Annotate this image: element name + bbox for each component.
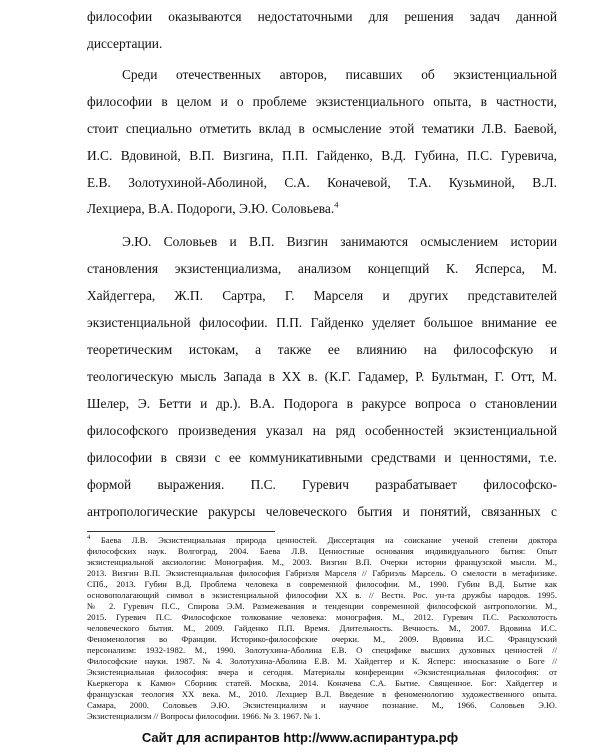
body-line: теоретическим истокам, а также ее влиянию на философскую и bbox=[87, 342, 557, 357]
body-line: диссертации. bbox=[87, 36, 163, 51]
footnote-line: Самара, 2000. Соловьев Э.Ю. Экзистенциализм и научное познание. М., 1966. Соловьев Э.Ю. bbox=[87, 700, 557, 710]
body-line: Шелер, Э. Бетти и др.). В.А. Подорога в ракурсе вопроса о становлении bbox=[87, 396, 557, 411]
footnote-line bbox=[87, 535, 557, 546]
body-line: Среди отечественных авторов, писавших об экзистенциальной bbox=[122, 67, 557, 82]
body-line: Е.В. Золотухиной-Аболиной, С.А. Коначевой, Т.А. Кузьминой, В.Л. bbox=[87, 175, 557, 190]
body-line: стоит специально отметить вклад в осмысление этой тематики Л.В. Баевой, bbox=[87, 121, 557, 136]
footnote-line: Экзистенциализм // Вопросы философии. 1966. № 3. 1967. № 1. bbox=[87, 711, 321, 721]
body-line: философии в целом и о проблеме экзистенциального опыта, в частности, bbox=[87, 94, 557, 109]
footnote-line: экзистенциальной аксиологии: Монография. М., 2003. Визгин В.П. Очерки истории французской мысли. М., bbox=[87, 557, 557, 567]
footnote-line: человеческого бытия. М., 2009. Гайденко П.П. Время. Длительность. Вечность. М., 2007. Вдовина И.С. bbox=[87, 623, 557, 633]
footnote-line: Феноменология во Франции. Историко-философские очерки. М., 2009. Вдовина И.С. Французский bbox=[87, 634, 557, 644]
footnote-line: персонализм: 1932-1982. М., 1990. Золотухина-Аболина Е.В. О специфике высших духовных ценностей // bbox=[87, 645, 557, 655]
site-footer[interactable]: Сайт для аспирантов http://www.аспирантура.рф bbox=[141, 730, 459, 745]
footnote-number: 4 bbox=[87, 535, 91, 542]
footnote-line: Философские науки. 1987. №4. Золотухина-Аболина Е.В. М. Хайдеггер и К. Ясперс: иносказание о Боге // bbox=[87, 656, 557, 666]
body-line: антропологические ракурсы человеческого бытия и понятий, связанных с bbox=[87, 504, 557, 519]
body-line: философии в связи с ее коммуникативными средствами и ценностями, т.е. bbox=[87, 450, 557, 465]
body-line: теологическую мысль Запада в XX в. (К.Г. Гадамер, Р. Бультман, Г. Отт, М. bbox=[87, 369, 557, 384]
body-line: формой выражения. П.С. Гуревич разрабатывает философско- bbox=[87, 477, 557, 492]
footnote-line: философских наук. Волгоград, 2004. Баева Л.В. Ценностные основания индивидуального бытия: Опыт bbox=[87, 546, 557, 556]
footnote-line: основополагающий символ в экзистенциальной философии XX в. // Вестн. Рос. ун-та дружбы народов. 1995. bbox=[87, 590, 557, 600]
body-line: Э.Ю. Соловьев и В.П. Визгин занимаются осмыслением истории bbox=[122, 234, 557, 249]
footnote-line: французская теология XX века. М., 2010. Лехциер В.Л. Введение в феноменологию художественного опыта. bbox=[87, 689, 557, 699]
footnote-line: № 2. Гуревич П.С., Спирова Э.М. Размежевания и тенденции современной философской антропологии. М., bbox=[87, 601, 557, 611]
body-line-with-footnote-ref bbox=[87, 201, 557, 217]
footnote-line: 2015. Гуревич П.С. Философское толкование человека: монография. М., 2012. Гуревич П.С. Расколотость bbox=[87, 612, 557, 622]
body-line: экзистенциальной философии. П.П. Гайденко уделяет большое внимание ее bbox=[87, 315, 557, 330]
footnote-line: СПб., 2013. Губин В.Д. Проблема человека в современной философии. М., 1990. Губин В.Д. Бытие как bbox=[87, 579, 557, 589]
body-line: становления экзистенциализма, анализом концепций К. Ясперса, М. bbox=[87, 261, 557, 276]
footnote-line: 2013. Визгин В.П. Экзистенциальная философия Габриэля Марселя // Габриэль Марсель. О смелости в метафизике. bbox=[87, 568, 557, 578]
footnote-separator bbox=[87, 531, 275, 532]
body-line: философии оказываются недостаточными для решения задач данной bbox=[87, 9, 557, 24]
body-line-text: Лехциера, В.А. Подороги, Э.Ю. Соловьева. bbox=[87, 201, 335, 216]
body-line: И.С. Вдовиной, В.П. Визгина, П.П. Гайденко, В.Д. Губина, П.С. Гуревича, bbox=[87, 148, 557, 163]
footnote-reference[interactable]: 4 bbox=[334, 201, 339, 210]
footnote-text: Баева Л.В. Экзистенциальная природа ценностей. Диссертация на соискание ученой степени доктора bbox=[100, 535, 557, 545]
body-line: философского произведения указал на ряд особенностей экзистенциальной bbox=[87, 423, 557, 438]
body-line: Хайдеггера, Ж.П. Сартра, Г. Марселя и других представителей bbox=[87, 288, 557, 303]
footnote-line: Экзистенциальная философия: вчера и сегодня. Материалы конференции «Экзистенциальная философия: от bbox=[87, 667, 557, 677]
footnote-line: Кьеркегора к Камю» Сборник статей. Москва, 2014. Коначева С.А. Бытие. Священное. Бог: Хайдеггер и bbox=[87, 678, 557, 688]
